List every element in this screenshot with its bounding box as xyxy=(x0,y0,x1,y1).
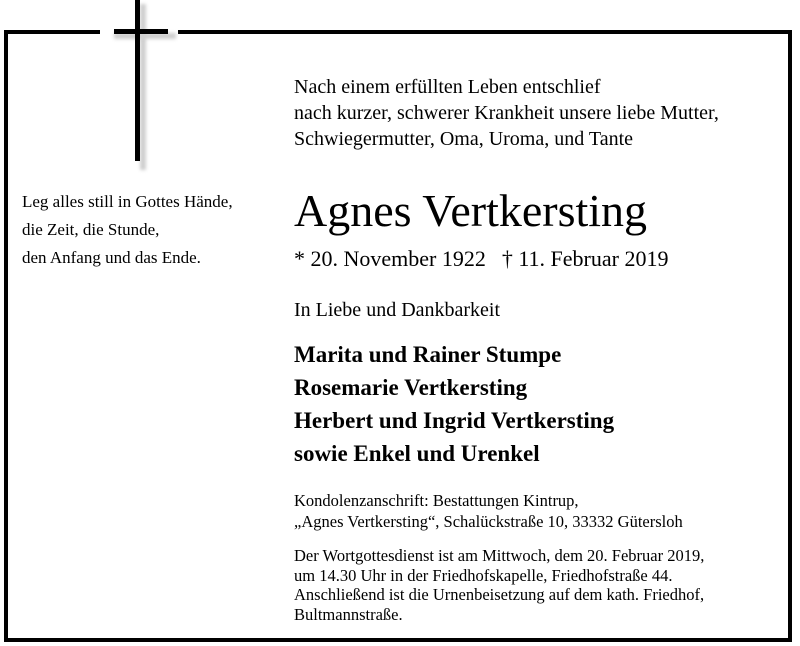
intro-line: Schwiegermutter, Oma, Uroma, und Tante xyxy=(294,128,634,150)
condolence-line: Kondolenzanschrift: Bestattungen Kintrup, xyxy=(294,491,579,510)
cross-icon xyxy=(108,0,180,172)
service-line: um 14.30 Uhr in der Friedhofskapelle, Friedhofstraße 44. xyxy=(294,565,673,585)
service-info xyxy=(294,546,704,624)
mourner-entry: Rosemarie Vertkersting xyxy=(294,375,528,400)
service-line: Bultmannstraße. xyxy=(294,604,403,624)
mourners-list xyxy=(294,338,614,470)
poem-line: den Anfang und das Ende. xyxy=(22,248,201,267)
condolence-address xyxy=(294,490,683,532)
mourner-entry: sowie Enkel und Urenkel xyxy=(294,441,540,466)
mourner-entry: Herbert und Ingrid Vertkersting xyxy=(294,408,615,433)
thanks-line: In Liebe und Dankbarkeit xyxy=(294,299,501,321)
poem-line: die Zeit, die Stunde, xyxy=(22,220,160,239)
poem-line: Leg alles still in Gottes Hände, xyxy=(22,192,233,211)
deceased-name: Agnes Vertkersting xyxy=(294,185,648,236)
condolence-line: „Agnes Vertkersting“, Schalückstraße 10, 33332 Gütersloh xyxy=(294,512,683,531)
intro-line: nach kurzer, schwerer Krankheit unsere liebe Mutter, xyxy=(294,102,719,124)
birth-date: * 20. November 1922 xyxy=(294,246,486,271)
poem-verse xyxy=(22,188,233,272)
death-date: † 11. Februar 2019 xyxy=(501,246,669,271)
service-line: Der Wortgottesdienst ist am Mittwoch, dem 20. Februar 2019, xyxy=(294,546,705,565)
intro-text xyxy=(294,74,719,152)
intro-line: Nach einem erfüllten Leben entschlief xyxy=(294,76,601,98)
service-line: Anschließend ist die Urnenbeisetzung auf dem kath. Friedhof, xyxy=(294,585,705,604)
life-dates xyxy=(294,246,668,272)
mourner-entry: Marita und Rainer Stumpe xyxy=(294,342,562,367)
